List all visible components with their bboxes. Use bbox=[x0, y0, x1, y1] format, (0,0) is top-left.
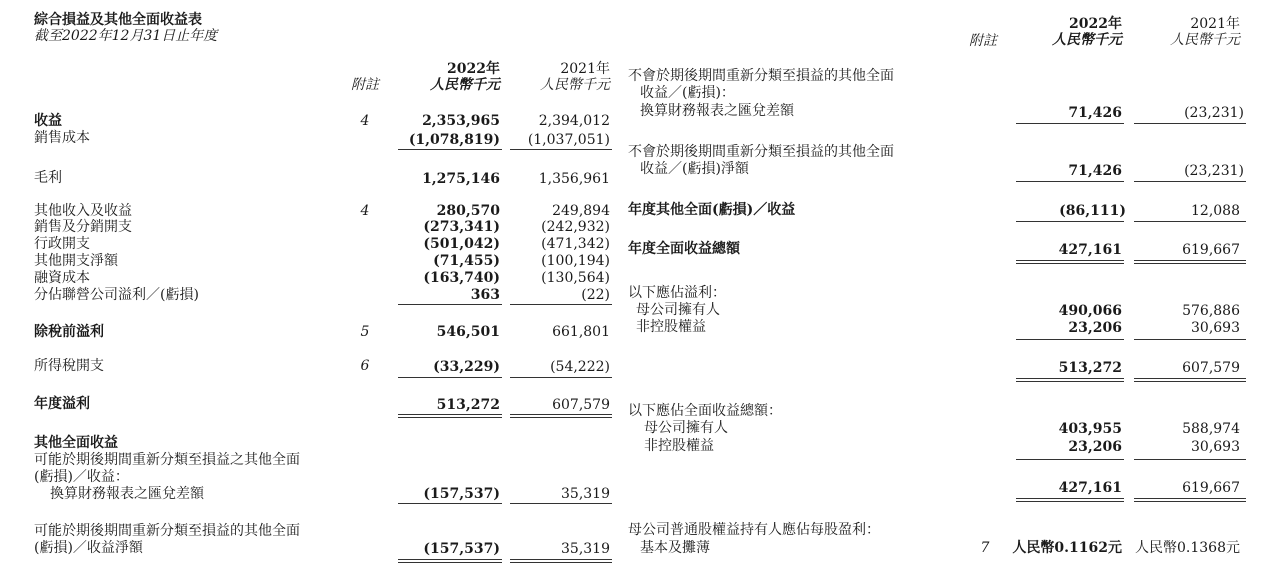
not-reclass-line1: 不會於期後期間重新分類至損益的其他全面 bbox=[628, 68, 894, 84]
total-double-rule bbox=[510, 559, 612, 563]
not-reclass-net-2021: (23,231) bbox=[1184, 163, 1244, 179]
oci-may-fx-label: 換算財務報表之匯兌差額 bbox=[50, 486, 204, 502]
total-double-rule bbox=[1134, 260, 1246, 264]
subtotal-rule bbox=[1016, 221, 1124, 222]
right-2022-header: 2022年 bbox=[1069, 16, 1122, 32]
tci-owners-2021: 588,974 bbox=[1182, 421, 1240, 437]
oci-year-2021: 12,088 bbox=[1191, 203, 1240, 219]
finance-costs-2021: (130,564) bbox=[541, 270, 610, 286]
subtotal-rule bbox=[1016, 339, 1124, 340]
pbt-2021: 661,801 bbox=[552, 324, 610, 340]
selling-expenses-label: 銷售及分銷開支 bbox=[34, 219, 132, 235]
gross-profit-label: 毛利 bbox=[34, 170, 62, 186]
pbt-note: 5 bbox=[360, 324, 370, 340]
subtotal-rule bbox=[1016, 181, 1124, 182]
subtotal-rule bbox=[510, 503, 612, 504]
total-double-rule bbox=[1134, 498, 1246, 502]
pbt-label: 除稅前溢利 bbox=[34, 324, 104, 340]
tax-2021: (54,222) bbox=[550, 359, 610, 375]
profit-nci-2021: 30,693 bbox=[1191, 320, 1240, 336]
oci-may-net-2021: 35,319 bbox=[561, 541, 610, 557]
subtotal-rule bbox=[1134, 181, 1246, 182]
subtotal-rule bbox=[1134, 123, 1246, 124]
subtotal-rule bbox=[510, 304, 612, 305]
gross-profit-2022: 1,275,146 bbox=[422, 171, 500, 187]
other-income-2021: 249,894 bbox=[552, 203, 610, 219]
profit-year-2022: 513,272 bbox=[436, 397, 500, 413]
eps-2021: 人民幣0.1368元 bbox=[1135, 540, 1240, 556]
statement-subtitle: 截至2022年12月31日止年度 bbox=[34, 28, 218, 44]
left-note-header: 附註 bbox=[351, 77, 379, 93]
total-ci-2021: 619,667 bbox=[1182, 242, 1240, 258]
total-double-rule bbox=[1016, 498, 1124, 502]
tci-owners-2022: 403,955 bbox=[1058, 421, 1122, 437]
profit-owners-2022: 490,066 bbox=[1058, 303, 1122, 319]
cost-of-sales-2021: (1,037,051) bbox=[527, 132, 610, 148]
profit-nci-label: 非控股權益 bbox=[636, 319, 706, 335]
profit-attr-total-2022: 513,272 bbox=[1058, 360, 1122, 376]
not-reclass-fx-2021: (23,231) bbox=[1184, 105, 1244, 121]
tci-nci-label: 非控股權益 bbox=[644, 438, 714, 454]
finance-costs-label: 融資成本 bbox=[34, 270, 90, 286]
total-double-rule bbox=[510, 414, 612, 418]
total-double-rule bbox=[1016, 260, 1124, 264]
profit-nci-2022: 23,206 bbox=[1068, 320, 1122, 336]
admin-expenses-2022: (501,042) bbox=[423, 236, 500, 252]
subtotal-rule bbox=[398, 149, 502, 150]
subtotal-rule bbox=[398, 503, 502, 504]
tci-nci-2021: 30,693 bbox=[1191, 439, 1240, 455]
tax-label: 所得稅開支 bbox=[34, 358, 104, 374]
total-double-rule bbox=[398, 559, 502, 563]
tax-2022: (33,229) bbox=[433, 359, 500, 375]
not-reclass-net-2022: 71,426 bbox=[1068, 163, 1122, 179]
subtotal-rule bbox=[398, 304, 502, 305]
not-reclass-line2: 收益／(虧損)： bbox=[640, 85, 735, 101]
other-expenses-2021: (100,194) bbox=[541, 253, 610, 269]
subtotal-rule bbox=[1016, 459, 1124, 460]
tci-owners-label: 母公司擁有人 bbox=[644, 420, 728, 436]
subtotal-rule bbox=[1016, 123, 1124, 124]
admin-expenses-2021: (471,342) bbox=[541, 236, 610, 252]
left-2021-header: 2021年 bbox=[560, 61, 610, 77]
tci-nci-2022: 23,206 bbox=[1068, 439, 1122, 455]
other-expenses-label: 其他開支淨額 bbox=[34, 253, 118, 269]
eps-note: 7 bbox=[980, 540, 990, 556]
subtotal-rule bbox=[510, 149, 612, 150]
subtotal-rule bbox=[1134, 459, 1246, 460]
profit-attr-total-2021: 607,579 bbox=[1182, 360, 1240, 376]
right-note-header: 附註 bbox=[969, 33, 997, 49]
selling-expenses-2021: (242,932) bbox=[541, 219, 610, 235]
eps-label: 基本及攤薄 bbox=[640, 540, 710, 556]
oci-year-2022: (86,111) bbox=[1059, 203, 1126, 219]
gross-profit-2021: 1,356,961 bbox=[538, 171, 610, 187]
right-2021-header: 2021年 bbox=[1190, 16, 1240, 32]
finance-costs-2022: (163,740) bbox=[423, 270, 500, 286]
other-expenses-2022: (71,455) bbox=[433, 253, 500, 269]
revenue-2022: 2,353,965 bbox=[422, 113, 500, 129]
not-reclass-net-line1: 不會於期後期間重新分類至損益的其他全面 bbox=[628, 144, 894, 160]
eps-heading: 母公司普通股權益持有人應佔每股盈利： bbox=[628, 522, 880, 538]
oci-may-reclass-line2: (虧損)／收益： bbox=[34, 469, 129, 485]
oci-may-reclass-line1: 可能於期後期間重新分類至損益之其他全面 bbox=[34, 452, 300, 468]
tax-note: 6 bbox=[360, 358, 370, 374]
oci-may-net-2022: (157,537) bbox=[423, 541, 500, 557]
cost-of-sales-2022: (1,078,819) bbox=[408, 132, 500, 148]
revenue-2021: 2,394,012 bbox=[538, 113, 610, 129]
not-reclass-fx-label: 換算財務報表之匯兌差額 bbox=[640, 103, 794, 119]
revenue-note: 4 bbox=[360, 113, 370, 129]
other-income-label: 其他收入及收益 bbox=[34, 203, 132, 219]
profit-attr-heading: 以下應佔溢利： bbox=[628, 285, 726, 301]
associates-label: 分佔聯營公司溢利／(虧損) bbox=[34, 287, 199, 303]
not-reclass-net-label: 收益／(虧損)淨額 bbox=[640, 161, 749, 177]
not-reclass-fx-2022: 71,426 bbox=[1068, 105, 1122, 121]
right-2022-unit: 人民幣千元 bbox=[1052, 32, 1122, 48]
subtotal-rule bbox=[398, 377, 502, 378]
total-double-rule bbox=[398, 414, 502, 418]
admin-expenses-label: 行政開支 bbox=[34, 236, 90, 252]
tci-attr-total-2021: 619,667 bbox=[1182, 480, 1240, 496]
left-2022-header: 2022年 bbox=[447, 61, 500, 77]
oci-may-net-label: (虧損)／收益淨額 bbox=[34, 540, 143, 556]
profit-year-label: 年度溢利 bbox=[34, 396, 90, 412]
eps-2022: 人民幣0.1162元 bbox=[1012, 540, 1122, 556]
selling-expenses-2022: (273,341) bbox=[423, 219, 500, 235]
oci-may-fx-2022: (157,537) bbox=[423, 486, 500, 502]
subtotal-rule bbox=[1134, 221, 1246, 222]
tci-attr-total-2022: 427,161 bbox=[1058, 480, 1122, 496]
profit-owners-2021: 576,886 bbox=[1182, 303, 1240, 319]
oci-may-fx-2021: 35,319 bbox=[561, 486, 610, 502]
cost-of-sales-label: 銷售成本 bbox=[34, 130, 90, 146]
left-2022-unit: 人民幣千元 bbox=[430, 77, 500, 93]
subtotal-rule bbox=[510, 377, 612, 378]
revenue-label: 收益 bbox=[34, 113, 62, 129]
associates-2021: (22) bbox=[581, 287, 610, 303]
other-income-note: 4 bbox=[360, 203, 370, 219]
total-double-rule bbox=[1134, 378, 1246, 382]
profit-owners-label: 母公司擁有人 bbox=[636, 302, 720, 318]
associates-2022: 363 bbox=[470, 287, 500, 303]
other-income-2022: 280,570 bbox=[436, 203, 500, 219]
statement-title: 綜合損益及其他全面收益表 bbox=[34, 12, 202, 28]
total-ci-2022: 427,161 bbox=[1058, 242, 1122, 258]
oci-heading: 其他全面收益 bbox=[34, 435, 118, 451]
oci-may-net-line1: 可能於期後期間重新分類至損益的其他全面 bbox=[34, 523, 300, 539]
right-2021-unit: 人民幣千元 bbox=[1170, 32, 1240, 48]
left-2021-unit: 人民幣千元 bbox=[540, 77, 610, 93]
subtotal-rule bbox=[1134, 339, 1246, 340]
total-ci-label: 年度全面收益總額 bbox=[628, 241, 740, 257]
total-double-rule bbox=[1016, 378, 1124, 382]
profit-year-2021: 607,579 bbox=[552, 397, 610, 413]
oci-year-label: 年度其他全面(虧損)／收益 bbox=[628, 202, 796, 218]
pbt-2022: 546,501 bbox=[436, 324, 500, 340]
tci-attr-heading: 以下應佔全面收益總額： bbox=[628, 403, 782, 419]
